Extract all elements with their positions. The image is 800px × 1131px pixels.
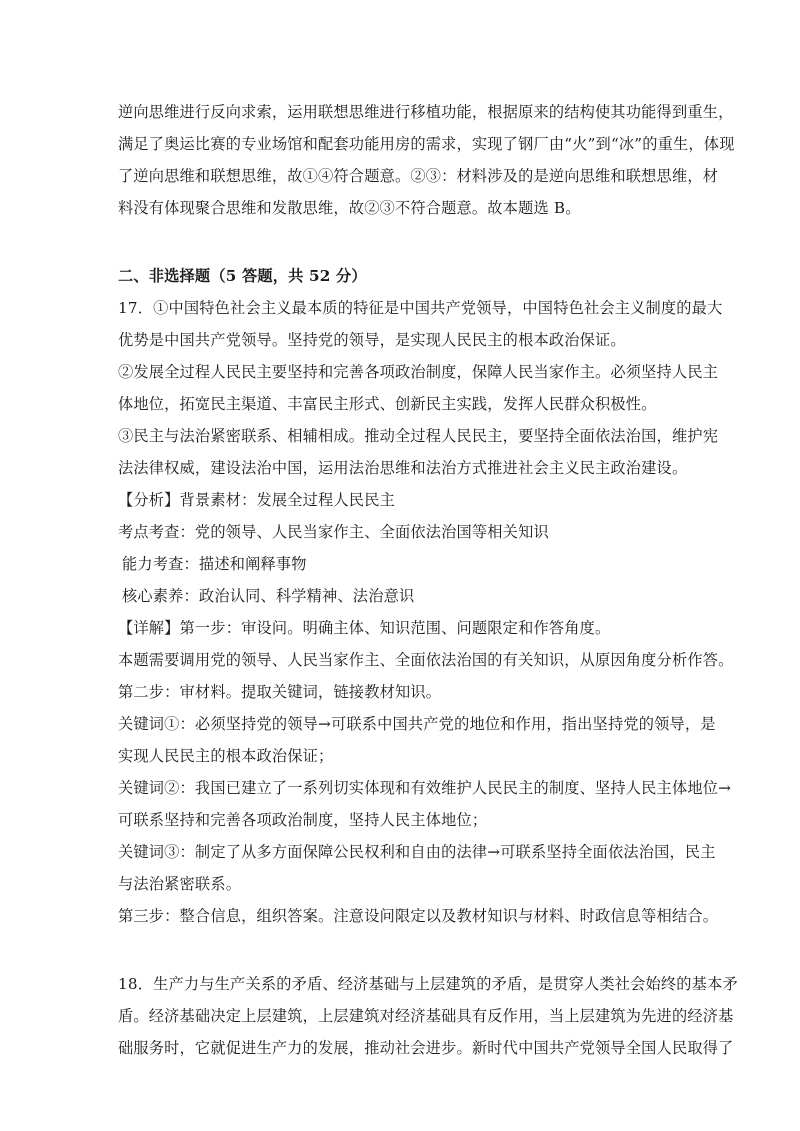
text-line: 关键词②：我国已建立了一系列切实体现和有效维护人民民主的制度、坚持人民主体地位→	[118, 779, 732, 797]
text-line: 法法律权威，建设法治中国，运用法治思维和法治方式推进社会主义民主政治建设。	[118, 459, 688, 477]
text-line: 料没有体现聚合思维和发散思维，故②③不符合题意。故本题选 B。	[118, 199, 581, 217]
text-line: 盾。经济基础决定上层建筑，上层建筑对经济基础具有反作用，当上层建筑为先进的经济基	[118, 1007, 734, 1025]
text-line: 满足了奥运比赛的专业场馆和配套功能用房的需求，实现了钢厂由“火”到“冰”的重生，体现	[118, 135, 735, 153]
text-line: 与法治紧密联系。	[118, 875, 242, 893]
text-line: 18．生产力与生产关系的矛盾、经济基础与上层建筑的矛盾，是贯穿人类社会始终的基本矛	[118, 975, 738, 993]
document-page	[118, 96, 738, 1064]
text-line: 17．①中国特色社会主义最本质的特征是中国共产党领导，中国特色社会主义制度的最大	[118, 299, 723, 317]
text-line: 关键词①：必须坚持党的领导→可联系中国共产党的地位和作用，指出坚持党的领导，是	[118, 715, 716, 733]
analysis-line: 【分析】背景素材：发展全过程人民民主	[118, 491, 395, 509]
question-18-answer	[118, 968, 738, 1064]
text-line: 础服务时，它就促进生产力的发展，推动社会进步。新时代中国共产党领导全国人民取得了	[118, 1039, 734, 1057]
text-line: 第三步：整合信息，组织答案。注意设问限定以及教材知识与材料、时政信息等相结合。	[118, 907, 719, 925]
text-line: 了逆向思维和联想思维，故①④符合题意。②③：材料涉及的是逆向思维和联想思维，材	[118, 167, 719, 185]
text-line: 逆向思维进行反向求索，运用联想思维进行移植功能，根据原来的结构使其功能得到重生，	[118, 103, 734, 121]
text-line: 关键词③：制定了从多方面保障公民权利和自由的法律→可联系坚持全面依法治国，民主	[118, 843, 716, 861]
text-line: 可联系坚持和完善各项政治制度，坚持人民主体地位；	[118, 811, 488, 829]
spacer	[118, 932, 690, 968]
section-heading: 二、非选择题（5 答题，共 52 分）	[118, 267, 367, 285]
answer-explanation-block	[118, 96, 735, 224]
spacer	[118, 224, 690, 260]
question-17-answer	[118, 292, 734, 932]
text-line: 核心素养：政治认同、科学精神、法治意识	[122, 587, 415, 605]
text-line: 能力考查：描述和阐释事物	[122, 555, 307, 573]
text-line: 优势是中国共产党领导。坚持党的领导，是实现人民民主的根本政治保证。	[118, 331, 626, 349]
text-line: ③民主与法治紧密联系、相辅相成。推动全过程人民民主，要坚持全面依法治国，维护宪	[118, 427, 719, 445]
text-line: 体地位，拓宽民主渠道、丰富民主形式、创新民主实践，发挥人民群众积极性。	[118, 395, 657, 413]
text-line: 考点考查：党的领导、人民当家作主、全面依法治国等相关知识	[118, 523, 549, 541]
text-line: 实现人民民主的根本政治保证；	[118, 747, 334, 765]
detail-line: 【详解】第一步：审设问。明确主体、知识范围、问题限定和作答角度。	[118, 619, 611, 637]
text-line: 本题需要调用党的领导、人民当家作主、全面依法治国的有关知识，从原因角度分析作答。	[118, 651, 734, 669]
text-line: 第二步：审材料。提取关键词，链接教材知识。	[118, 683, 442, 701]
text-line: ②发展全过程人民民主要坚持和完善各项政治制度，保障人民当家作主。必须坚持人民主	[118, 363, 719, 381]
